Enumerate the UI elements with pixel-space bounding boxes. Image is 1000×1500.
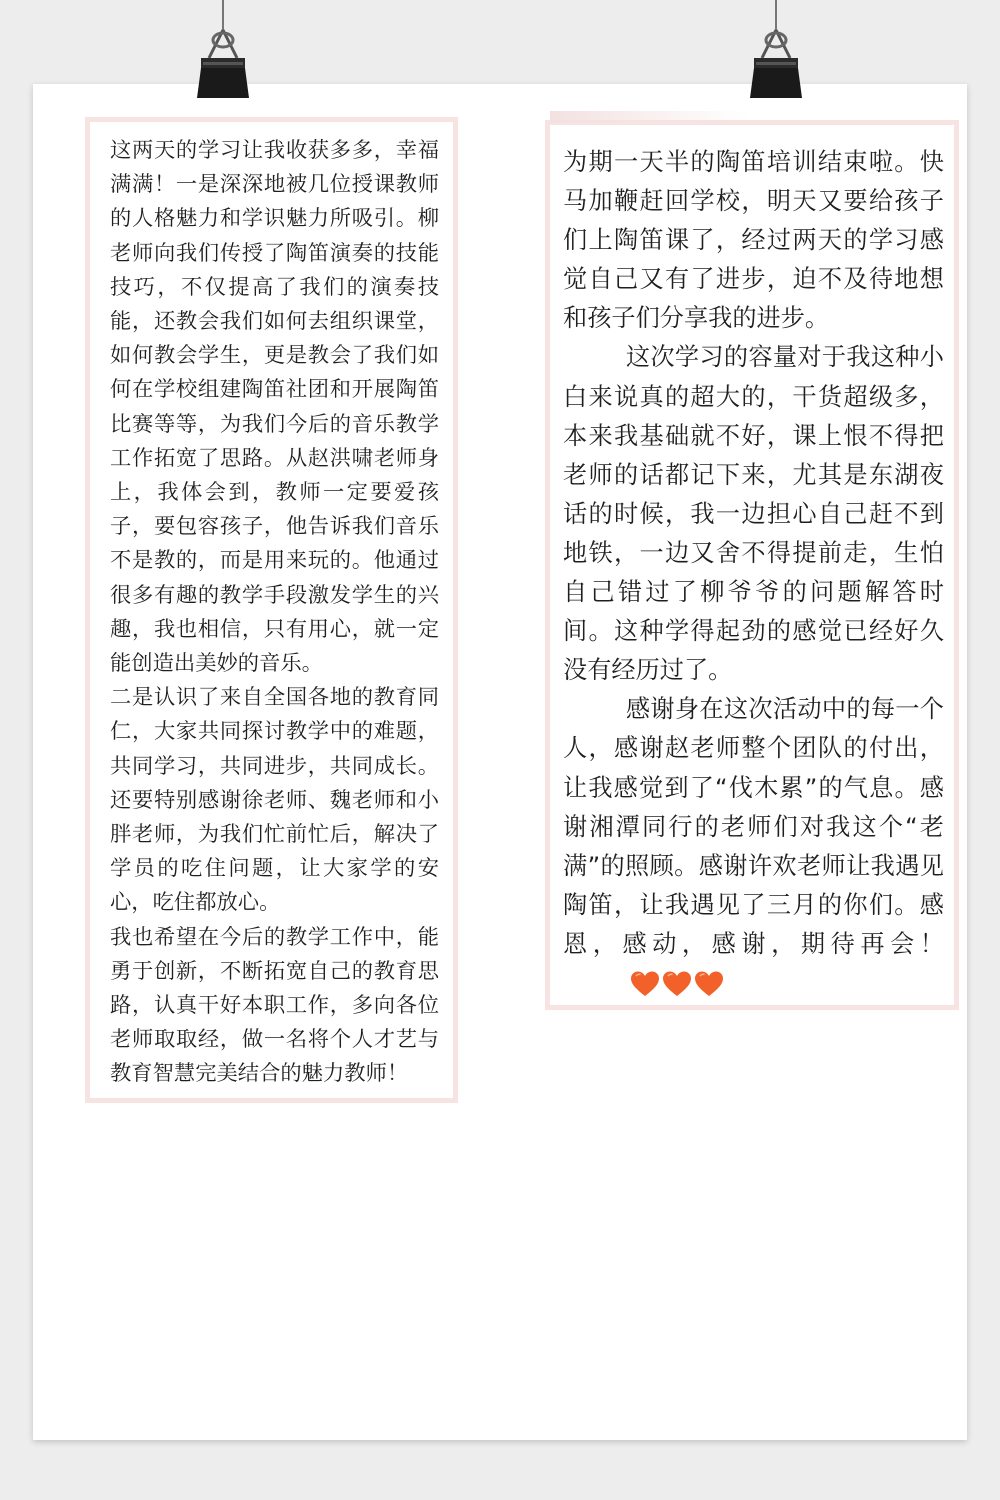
left-paragraph-3: 我也希望在今后的教学工作中，能勇于创新，不断拓宽自己的教育思路，认真干好本职工作，多向各位老师取取经，做一名将个人才艺与教育智慧完美结合的魅力教师！ [110,924,439,1087]
heart-icon [662,970,692,998]
right-paragraph-3-text: 感谢身在这次活动中的每一个人，感谢赵老师整个团队的付出，让我感觉到了“伐木累”的气息。感谢湘潭同行的老师们对我这个“老满”的照顾。感谢许欢老师让我遇见陶笛，让我遇见了三月的你们。感恩，感动，感谢，期待再会！ [563,695,944,958]
right-paragraph-2: 这次学习的容量对于我这种小白来说真的超大的，干货超级多，本来我基础就不好，课上恨不得把老师的话都记下来，尤其是东湖夜话的时候，我一边担心自己赶不到地铁，一边又舍不得提前走，生怕自己错过了柳爷爷的问题解答时间。这种学得起劲的感觉已经好久没有经历过了。 [563,343,944,685]
left-paragraph-1: 这两天的学习让我收获多多，幸福满满！一是深深地被几位授课教师的人格魅力和学识魅力所吸引。柳老师向我们传授了陶笛演奏的技能技巧，不仅提高了我们的演奏技能，还教会我们如何去组织课堂，如何教会学生，更是教会了我们如何在学校组建陶笛社团和开展陶笛比赛等等，为我们今后的音乐教学工作拓宽了思路。从赵洪啸老师身上，我体会到，教师一定要爱孩子，要包容孩子，他告诉我们音乐不是教的，而是用来玩的。他通过很多有趣的教学手段激发学生的兴趣，我也相信，只有用心，就一定能创造出美妙的音乐。 [110,138,439,677]
heart-emoji-group [567,964,726,1003]
binder-clip-icon [193,0,253,100]
heart-icon [630,970,660,998]
left-paragraph-2: 二是认识了来自全国各地的教育同仁，大家共同探讨教学中的难题，共同学习，共同进步，共同成长。还要特别感谢徐老师、魏老师和小胖老师，为我们忙前忙后，解决了学员的吃住问题，让大家学的安心，吃住都放心。 [110,685,439,916]
right-text-card [545,120,959,1010]
cropped-header-strip [550,111,750,123]
right-paragraph-3 [563,690,944,1003]
left-text-card [85,117,458,1103]
heart-icon [694,970,724,998]
right-paragraph-1: 为期一天半的陶笛培训结束啦。快马加鞭赶回学校，明天又要给孩子们上陶笛课了，经过两天的学习感觉自己又有了进步，迫不及待地想和孩子们分享我的进步。 [563,148,944,333]
binder-clip-icon [746,0,806,100]
